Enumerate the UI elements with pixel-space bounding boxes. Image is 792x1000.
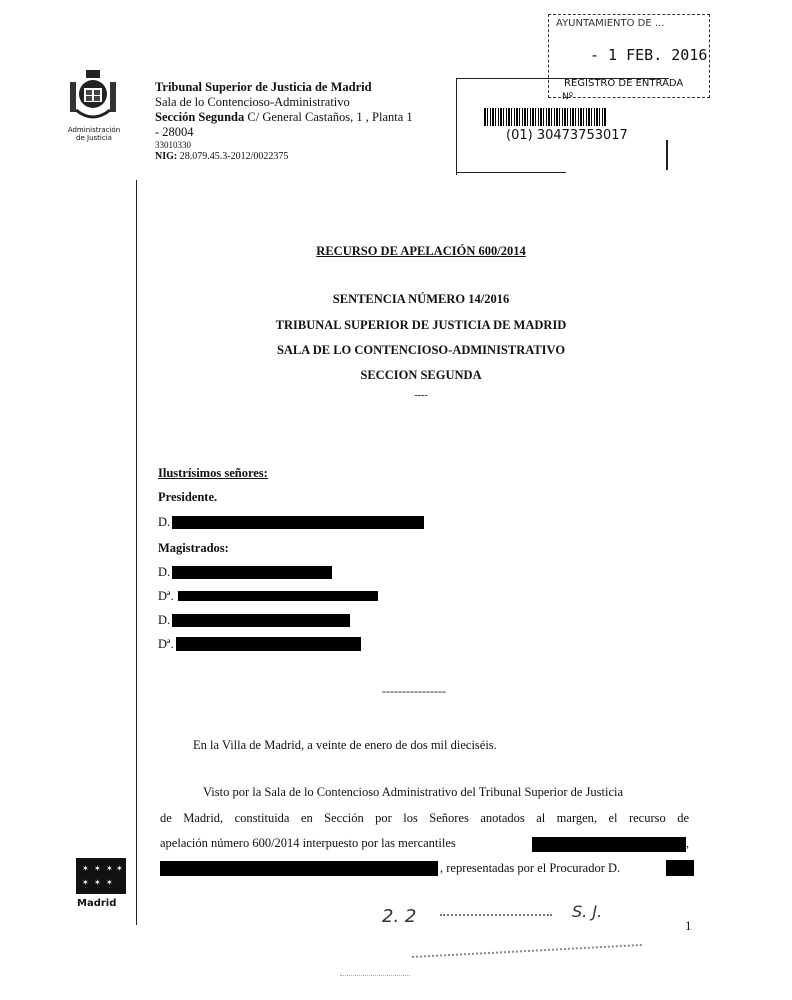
redacted-name (178, 591, 378, 601)
section-title: SECCION SEGUNDA (360, 368, 482, 382)
handwritten-initials: S. J. (572, 902, 603, 921)
barcode-frame-right (666, 140, 668, 170)
judges-heading: Ilustrísimos señores: (158, 466, 268, 480)
handwritten-scribble (412, 944, 642, 960)
title-dash: ---- (414, 390, 428, 401)
region-label: Madrid (77, 898, 117, 909)
magistrate-prefix: Dª. (158, 589, 174, 603)
paragraph-line: de Madrid, constituida en Sección por los Señores anotados al margen, el recurso de (160, 811, 689, 825)
section-name: Sección Segunda (155, 110, 245, 124)
redacted-company (532, 837, 686, 852)
paragraph-line: , representadas por el Procurador D. (440, 861, 621, 875)
stamp-entity: AYUNTAMIENTO DE ... (556, 18, 665, 29)
paragraph-line: apelación número 600/2014 interpuesto por las mercantiles (160, 836, 456, 850)
nig-value: 28.079.45.3-2012/0022375 (177, 151, 289, 162)
magistrate-prefix: Dª. (158, 637, 174, 651)
address-line: C/ General Castaños, 1 , Planta 1 (244, 110, 413, 124)
handwritten-scribble (440, 914, 552, 918)
magistrates-label: Magistrados: (158, 541, 229, 555)
stamp-registry: REGISTRO DE ENTRADA (564, 78, 684, 89)
barcode-number: (01) 30473753017 (506, 128, 628, 143)
place-date: En la Villa de Madrid, a veinte de enero de dos mil dieciséis. (193, 738, 497, 752)
stamp-date: - 1 FEB. 2016 (590, 46, 708, 64)
redacted-company (160, 861, 438, 876)
section-address (155, 110, 455, 125)
president-prefix: D. (158, 515, 171, 529)
redacted-name (666, 860, 694, 876)
comma: , (686, 836, 689, 850)
handwritten-note: 2. 2 (382, 906, 417, 927)
court-code: 33010330 (155, 140, 191, 150)
separator: ---------------- (382, 684, 446, 698)
barcode-frame (456, 78, 669, 175)
chamber-title: SALA DE LO CONTENCIOSO-ADMINISTRATIVO (276, 343, 566, 357)
postal-code: - 28004 (155, 125, 194, 139)
court-title: TRIBUNAL SUPERIOR DE JUSTICIA DE MADRID (275, 318, 567, 332)
nig-label: NIG: (155, 151, 178, 162)
letterhead (155, 80, 455, 162)
appeal-title: RECURSO DE APELACIÓN 600/2014 (316, 244, 526, 258)
redacted-name (172, 516, 424, 529)
stamp-registry-no: Nº (562, 92, 573, 102)
sentence-number: SENTENCIA NÚMERO 14/2016 (332, 292, 510, 306)
seal-caption (58, 126, 130, 142)
barcode-frame-bottom (456, 172, 566, 173)
redacted-name (172, 566, 332, 579)
seal-caption-line: de Justicia (76, 134, 112, 142)
court-name: Tribunal Superior de Justicia de Madrid (155, 80, 372, 94)
coat-of-arms-icon (66, 70, 120, 124)
madrid-flag-icon: ✶ ✶ ✶ ✶ ✶ ✶ ✶ (76, 858, 126, 894)
page-number: 1 (685, 918, 692, 933)
handwritten-scribble (340, 975, 410, 978)
president-label: Presidente. (158, 490, 218, 504)
magistrate-prefix: D. (158, 613, 171, 627)
redacted-name (176, 637, 361, 651)
redacted-name (172, 614, 350, 627)
paragraph-line: Visto por la Sala de lo Contencioso Administrativo del Tribunal Superior de Justicia (203, 785, 624, 799)
barcode-icon (484, 108, 606, 126)
seal-caption-line: Administración (67, 126, 121, 134)
chamber-name: Sala de lo Contencioso-Administrativo (155, 95, 350, 109)
magistrate-prefix: D. (158, 565, 171, 579)
nig (155, 151, 455, 162)
